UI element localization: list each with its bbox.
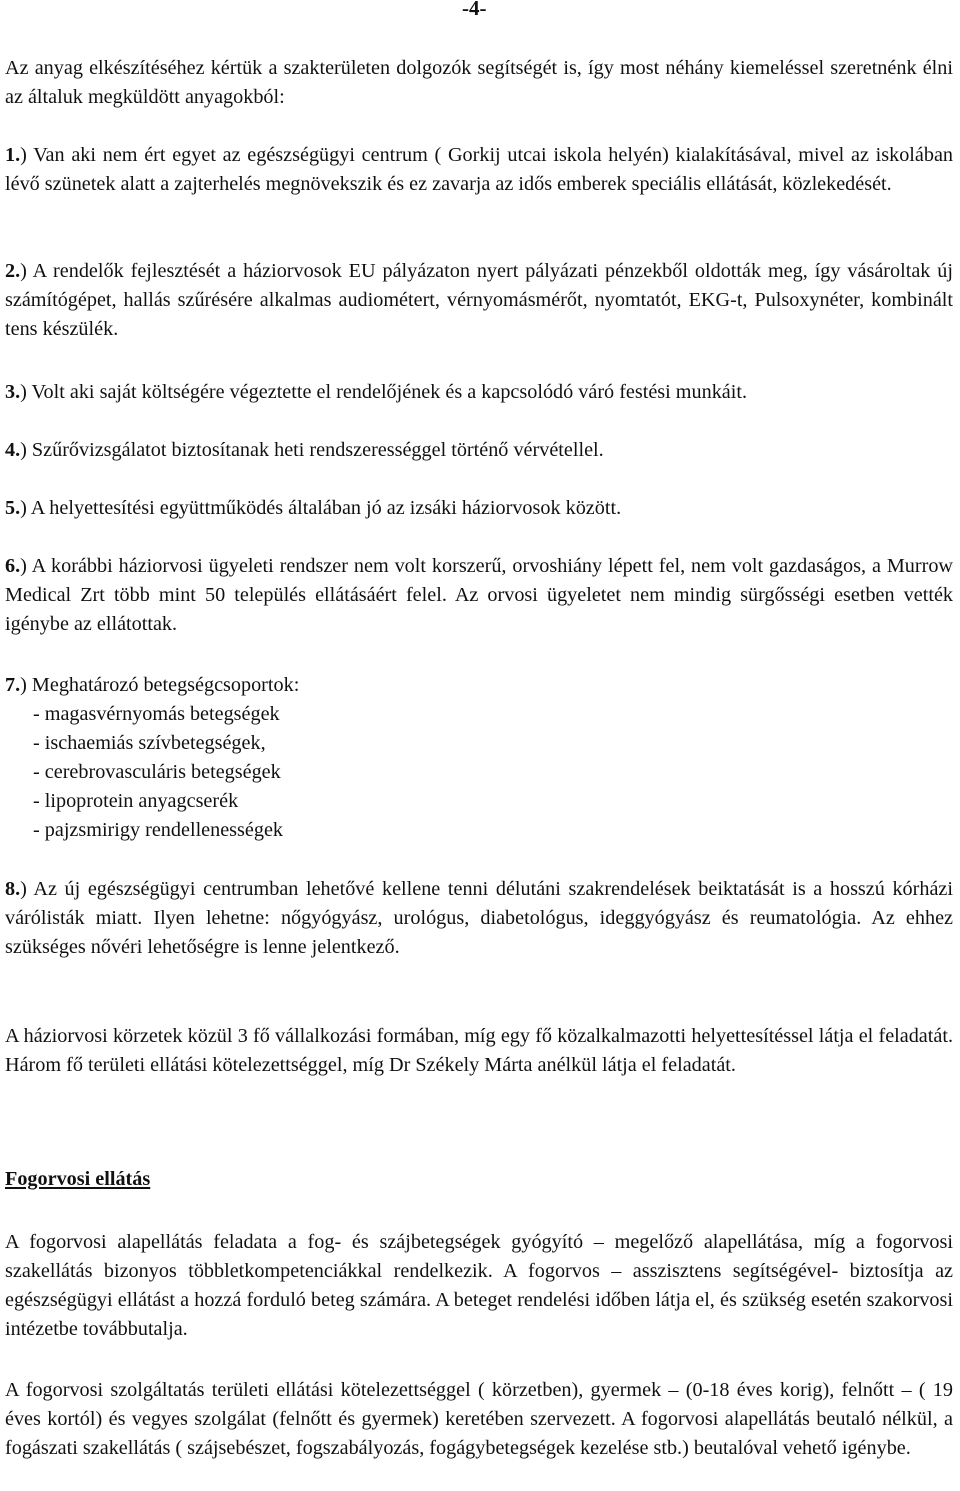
dental-paragraph-2: A fogorvosi szolgáltatás területi ellátási kötelezettséggel ( körzetben), gyermek – (0-18 éves korig), felnőtt – ( 19 éves kortól) és vegyes szolgálat (felnőtt és gyermek) keretében szervezett. A fogorvosi alapellátás beutaló nélkül, a fogászati szakellátás ( szájsebészet, fogszabályozás, fogágybetegségek kezelése stb.) beutalóval vehető igénybe. <box>5 1379 953 1459</box>
item-text: ) Szűrővizsgálatot biztosítanak heti rendszerességgel történő vérvétellel. <box>20 439 604 461</box>
item-number: 1. <box>5 144 21 166</box>
item-number: 3. <box>5 381 21 403</box>
list-item: - ischaemiás szívbetegségek, <box>33 732 266 754</box>
item-text: ) Meghatározó betegségcsoportok: <box>20 674 300 696</box>
item-2 <box>5 257 953 344</box>
section-heading-dental: Fogorvosi ellátás <box>5 1168 151 1190</box>
item-number: 4. <box>5 439 21 461</box>
item-text: ) Van aki nem ért egyet az egészségügyi centrum ( Gorkij utcai iskola helyén) kialakításával, mivel az iskolában lévő szünetek alatt a zajterhelés megnövekszik és ez zavarja az idős emberek speciális ellátását, közlekedését. <box>5 144 953 195</box>
item-number: 6. <box>5 555 21 577</box>
item-text: ) A rendelők fejlesztését a háziorvosok EU pályázaton nyert pályázati pénzekből oldották meg, így vásároltak új számítógépet, hallás szűrésére alkalmas audiométert, vérnyomásmérőt, nyomtatót, EKG-t, Pulsoxynéter, kombinált tens készülék. <box>5 260 953 340</box>
item-number: 7. <box>5 674 21 696</box>
item-text: ) Az új egészségügyi centrumban lehetővé kellene tenni délutáni szakrendelések beiktatását is a hosszú kórházi várólisták miatt. Ilyen lehetne: nőgyógyász, urológus, diabetológus, ideggyógyász és reumatológia. Az ehhez szükséges nővéri lehetőségre is lenne jelentkező. <box>5 878 953 958</box>
item-number: 8. <box>5 878 21 900</box>
item-text: ) A helyettesítési együttműködés általában jó az izsáki háziorvosok között. <box>20 497 622 519</box>
item-6 <box>5 552 953 639</box>
item-1 <box>5 141 953 199</box>
item-3 <box>5 378 953 407</box>
list-item: - cerebrovasculáris betegségek <box>33 761 281 783</box>
list-item: - magasvérnyomás betegségek <box>33 703 280 725</box>
dental-paragraph-1: A fogorvosi alapellátás feladata a fog- és szájbetegségek gyógyító – megelőző alapellátása, míg a fogorvosi szakellátás bizonyos többletkompetenciákkal rendelkezik. A fogorvos – asszisztens segítségével- biztosítja az egészségügyi ellátást a hozzá forduló beteg számára. A beteget rendelési időben látja el, és szükség esetén szakorvosi intézetbe továbbutalja. <box>5 1231 953 1340</box>
item-8 <box>5 875 953 962</box>
item-7 <box>5 671 953 700</box>
item-4 <box>5 436 953 465</box>
list-item: - lipoprotein anyagcserék <box>33 790 239 812</box>
item-5 <box>5 494 953 523</box>
item-text: ) Volt aki saját költségére végeztette el rendelőjének és a kapcsolódó váró festési munkáit. <box>20 381 748 403</box>
districts-paragraph: A háziorvosi körzetek közül 3 fő vállalkozási formában, míg egy fő közalkalmazotti helyettesítéssel látja el feladatát. Három fő területi ellátási kötelezettséggel, míg Dr Székely Márta anélkül látja el feladatát. <box>5 1025 953 1076</box>
item-text: ) A korábbi háziorvosi ügyeleti rendszer nem volt korszerű, orvoshiány lépett fel, nem volt gazdaságos, a Murrow Medical Zrt több mint 50 település ellátásáért felel. Az orvosi ügyeletet nem mindig sürgősségi esetben vették igénybe az ellátottak. <box>5 555 953 635</box>
list-item: - pajzsmirigy rendellenességek <box>33 819 284 841</box>
item-number: 5. <box>5 497 21 519</box>
page-number: -4- <box>462 0 487 20</box>
intro-paragraph: Az anyag elkészítéséhez kértük a szakterületen dolgozók segítségét is, így most néhány kiemeléssel szeretnénk élni az általuk megküldött anyagokból: <box>5 57 953 108</box>
disease-list <box>33 700 283 845</box>
item-number: 2. <box>5 260 21 282</box>
